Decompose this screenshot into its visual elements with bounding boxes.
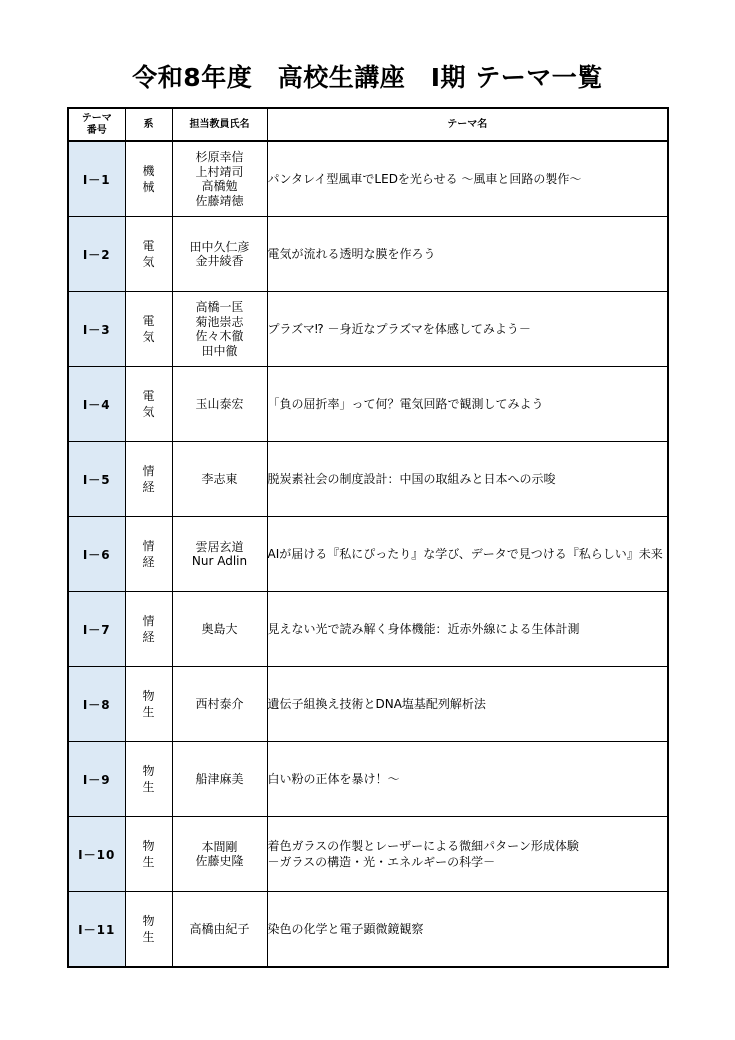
dept-cell — [125, 742, 172, 817]
theme-number: Ⅰ－7 — [68, 592, 125, 667]
theme-name-cell — [267, 667, 668, 742]
theme-name-cell — [267, 517, 668, 592]
table-row — [68, 817, 668, 892]
teacher-name: 金井綾香 — [195, 254, 244, 268]
teacher-name: 高橋勉 — [201, 179, 238, 193]
dept-cell — [125, 667, 172, 742]
header-dept: 系 — [125, 108, 172, 141]
dept-char: 物 — [142, 689, 155, 703]
dept-char: 経 — [142, 555, 155, 569]
teacher-name: 西村泰介 — [195, 696, 244, 711]
teacher-name: 上村靖司 — [195, 164, 244, 179]
dept-char: 生 — [142, 780, 155, 794]
dept-char: 電 — [142, 314, 155, 328]
dept-char: 情 — [142, 464, 155, 478]
theme-number: Ⅰ－8 — [68, 667, 125, 742]
teacher-name: 高橋一匡 — [195, 300, 244, 314]
teachers-cell — [172, 292, 267, 367]
theme-name-cell — [267, 367, 668, 442]
teacher-name: 佐々木徹 — [195, 329, 244, 343]
theme-name-line: 電気が流れる透明な膜を作ろう — [267, 247, 436, 261]
theme-name-cell — [267, 141, 668, 217]
teachers-cell — [172, 141, 267, 217]
theme-name-line: プラズマ⁉ －身近なプラズマを体感してみよう－ — [267, 322, 531, 336]
table-row — [68, 742, 668, 817]
teacher-name: 玉山泰宏 — [195, 396, 244, 411]
table-row — [68, 892, 668, 968]
dept-char: 生 — [142, 855, 155, 869]
teacher-name: 高橋由紀子 — [189, 921, 250, 936]
teachers-cell — [172, 367, 267, 442]
theme-name-line: 「負の屈折率」って何？電気回路で観測してみよう — [267, 397, 544, 411]
header-teachers: 担当教員氏名 — [172, 108, 267, 141]
teacher-name: 本間剛 — [201, 839, 238, 854]
dept-cell — [125, 292, 172, 367]
teachers-cell — [172, 217, 267, 292]
dept-char: 機 — [142, 164, 155, 178]
theme-table — [67, 107, 669, 968]
teacher-name: 菊池崇志 — [195, 314, 244, 329]
theme-number: Ⅰ－3 — [68, 292, 125, 367]
table-body — [68, 141, 668, 967]
theme-name-line: パンタレイ型風車でLEDを光らせる ～風車と回路の製作～ — [267, 172, 582, 186]
dept-char: 電 — [142, 239, 155, 253]
theme-name-line: 着色ガラスの作製とレーザーによる微細パターン形成体験 — [267, 839, 579, 853]
dept-cell — [125, 367, 172, 442]
dept-cell — [125, 141, 172, 217]
teachers-cell — [172, 742, 267, 817]
theme-name-line: 脱炭素社会の制度設計：中国の取組みと日本への示唆 — [267, 472, 556, 486]
header-theme-name: テーマ名 — [267, 108, 668, 141]
theme-name-cell — [267, 592, 668, 667]
teacher-name: 杉原幸信 — [195, 150, 244, 164]
dept-char: 気 — [142, 255, 155, 269]
dept-char: 情 — [142, 539, 155, 553]
teacher-name: 佐藤史隆 — [195, 854, 244, 868]
theme-number: Ⅰ－6 — [68, 517, 125, 592]
dept-char: 気 — [142, 405, 155, 419]
theme-name-line: 見えない光で読み解く身体機能：近赤外線による生体計測 — [267, 622, 580, 636]
teachers-cell — [172, 817, 267, 892]
table-header-row — [68, 108, 668, 141]
dept-char: 生 — [142, 705, 155, 719]
teacher-name: 雲居玄道 — [195, 539, 244, 554]
dept-char: 械 — [142, 180, 155, 194]
dept-char: 物 — [142, 914, 155, 928]
dept-cell — [125, 592, 172, 667]
theme-number: Ⅰ－4 — [68, 367, 125, 442]
dept-char: 気 — [142, 330, 155, 344]
theme-number: Ⅰ－9 — [68, 742, 125, 817]
teacher-name: 田中徹 — [201, 343, 238, 358]
header-theme-number-line2: 番号 — [86, 124, 107, 136]
theme-name-line: 遺伝子組換え技術とDNA塩基配列解析法 — [267, 697, 486, 711]
theme-name-cell — [267, 292, 668, 367]
teacher-name: Nur Adlin — [191, 554, 248, 568]
theme-name-cell — [267, 817, 668, 892]
teacher-name: 船津麻美 — [195, 771, 244, 786]
teacher-name: 李志東 — [201, 471, 238, 486]
theme-number: Ⅰ－11 — [68, 892, 125, 968]
theme-name-line: －ガラスの構造・光・エネルギーの科学－ — [267, 855, 496, 869]
dept-char: 電 — [142, 389, 155, 403]
header-theme-number — [68, 108, 125, 141]
theme-number: Ⅰ－10 — [68, 817, 125, 892]
theme-name-line: 白い粉の正体を暴け！～ — [267, 772, 400, 786]
teachers-cell — [172, 667, 267, 742]
header-theme-number-line1: テーマ — [81, 112, 112, 124]
table-row — [68, 517, 668, 592]
dept-char: 経 — [142, 480, 155, 494]
theme-name-cell — [267, 742, 668, 817]
dept-char: 情 — [142, 614, 155, 628]
table-row — [68, 217, 668, 292]
table-row — [68, 442, 668, 517]
teachers-cell — [172, 892, 267, 968]
teacher-name: 田中久仁彦 — [189, 239, 250, 254]
theme-name-cell — [267, 892, 668, 968]
table-row — [68, 292, 668, 367]
theme-name-line: 染色の化学と電子顕微鏡観察 — [267, 922, 424, 936]
theme-number: Ⅰ－1 — [68, 141, 125, 217]
table-row — [68, 667, 668, 742]
teachers-cell — [172, 442, 267, 517]
dept-cell — [125, 217, 172, 292]
dept-char: 物 — [142, 764, 155, 778]
dept-cell — [125, 517, 172, 592]
teacher-name: 奥島大 — [201, 621, 238, 636]
theme-number: Ⅰ－5 — [68, 442, 125, 517]
dept-cell — [125, 892, 172, 968]
table-row — [68, 141, 668, 217]
dept-cell — [125, 817, 172, 892]
dept-char: 経 — [142, 630, 155, 644]
dept-char: 生 — [142, 930, 155, 944]
page-title: 令和8年度 高校生講座 Ⅰ期 テーマ一覧 — [132, 63, 603, 92]
teachers-cell — [172, 592, 267, 667]
teacher-name: 佐藤靖徳 — [195, 193, 244, 208]
table-row — [68, 367, 668, 442]
theme-name-line: AIが届ける『私にぴったり』な学び、データで見つける『私らしい』未来 — [267, 547, 663, 561]
theme-name-cell — [267, 217, 668, 292]
table-row — [68, 592, 668, 667]
dept-cell — [125, 442, 172, 517]
theme-name-cell — [267, 442, 668, 517]
theme-number: Ⅰ－2 — [68, 217, 125, 292]
dept-char: 物 — [142, 839, 155, 853]
teachers-cell — [172, 517, 267, 592]
